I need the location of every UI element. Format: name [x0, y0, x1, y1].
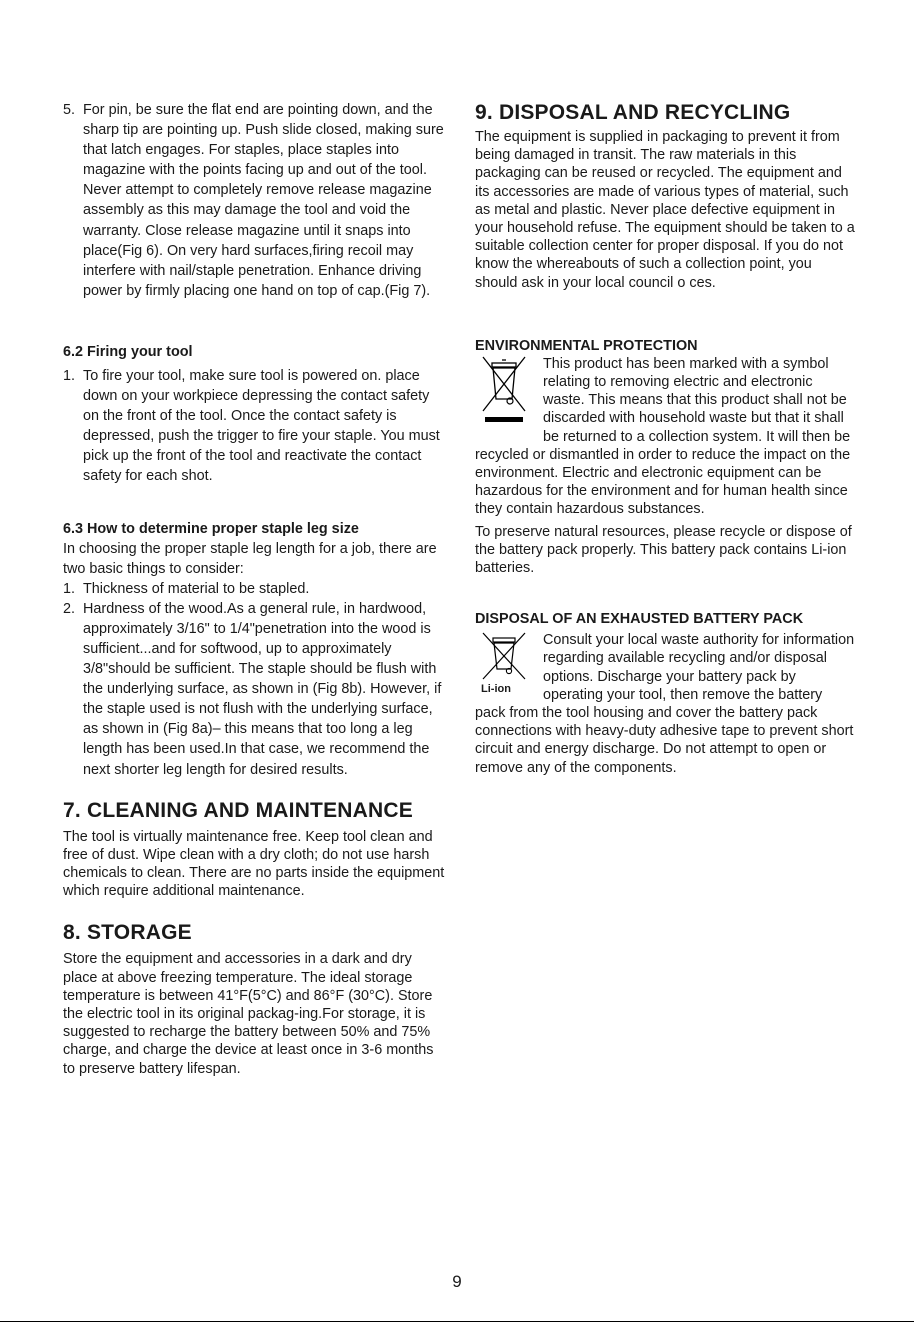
section-7-text: The tool is virtually maintenance free. Keep tool clean and free of dust. Wipe clean with a dry cloth; do not use harsh chemicals to clean. There are no parts inside the equipment which require additional maintenance. [63, 828, 445, 900]
env-protection-text: This product has been marked with a symbol relating to removing electric and electronic waste. This means that this product shall not be discarded with household waste but that it shall be returned to a collection system. It will then be recycled or dismantled in order to reduce the impact on the environment. Electric and electronic equipment can be hazardous for the environment and for human health since they contain hazardous substances. [475, 355, 851, 518]
list-text: To fire your tool, make sure tool is powered on. place down on your workpiece depressing the contact safety on the front of the tool. Once the contact safety is depressed, push the trigger to fire your staple. You must pick up the front of the tool and reactivate the contact safety for each shot. [83, 367, 440, 485]
list-item-2 [63, 599, 445, 780]
battery-disposal-heading: DISPOSAL OF AN EXHAUSTED BATTERY PACK [475, 611, 804, 628]
list-number: 1. [63, 580, 76, 597]
section-8-text: Store the equipment and accessories in a dark and dry place at above freezing temperature. The ideal storage temperature is between 41°F(5°C) and 86°F (30°C). Store the electric tool in its original packag-ing.For storage, it is suggested to recharge the battery between 50% and 75% charge, and charge the device at least once in 3-6 months to preserve battery lifespan. [63, 951, 434, 1077]
battery-disposal-text: Consult your local waste authority for information regarding available recycling and/or disposal options. Discharge your battery pack by operating your tool, then remove the battery pack from the tool housing and cover the battery pack connections with heavy-duty adhesive tape to prevent short circuit and energy discharge. Do not attempt to open or remove any of the components. [475, 632, 855, 776]
crossed-out-bin-liion-icon [475, 631, 537, 701]
section-9-text: The equipment is supplied in packaging to prevent it from being damaged in transit. The raw materials in this packaging can be reused or recycled. The equipment and its accessories are made of various types of material, such as metal and plastic. Never place defective equipment in your household refuse. The equipment should be taken to a suitable collection center for proper disposal. If you do not know the whereabouts of such a collection point, you should ask in your local council o ces. [475, 129, 855, 291]
list-item-5 [63, 100, 445, 301]
page-number: 9 [452, 1272, 462, 1291]
right-column [475, 100, 855, 777]
section-heading-7: 7. CLEANING AND MAINTENANCE [63, 798, 413, 822]
list-number: 2. [63, 600, 76, 617]
env-protection-heading: ENVIRONMENTAL PROTECTION [475, 337, 698, 354]
section-heading-6-2: 6.2 Firing your tool [63, 343, 193, 360]
left-column [63, 100, 445, 1078]
section-intro: In choosing the proper staple leg length for a job, there are two basic things to consider: [63, 540, 437, 577]
env-protection-text-2: To preserve natural resources, please recycle or dispose of the battery pack properly. This battery pack contains Li-ion batteries. [475, 523, 852, 577]
list-number: 1. [63, 367, 76, 384]
list-number: 5. [63, 102, 76, 118]
liion-label: Li-ion [481, 683, 511, 696]
env-protection-block [475, 355, 855, 577]
bottom-divider [0, 1321, 914, 1322]
battery-disposal-block [475, 631, 855, 777]
list-text: Hardness of the wood.As a general rule, in hardwood, approximately 3/16" to 1/4"penetration into the wood is sufficient...and for softwood, up to approximately 3/8"should be sufficient. The staple should be flush with the underlying surface, as shown in (Fig 8b). However, if the staple used is not flush with the underlying surface, as shown in (Fig 8a)– this means that too long a leg length has been used.In that case, we recommend the next shorter leg length for desired results. [83, 600, 442, 778]
list-text: Thickness of material to be stapled. [83, 580, 310, 597]
section-heading-9: 9. DISPOSAL AND RECYCLING [475, 101, 791, 124]
section-heading-8: 8. STORAGE [63, 921, 192, 945]
list-item-1 [63, 366, 445, 487]
section-heading-6-3: 6.3 How to determine proper staple leg size [63, 520, 359, 537]
crossed-out-wheelie-bin-icon [475, 355, 537, 433]
list-item-1 [63, 579, 445, 599]
list-text: For pin, be sure the flat end are pointing down, and the sharp tip are pointing up. Push slide closed, making sure that latch engages. For staples, place staples into magazine with the points facing up and out of the tool. Never attempt to completely remove release magazine assembly as this may damage the tool and void the warranty. Close release magazine until it snaps into place(Fig 6). On very hard surfaces,firing recoil may interfere with nail/staple penetration. Enhance driving power by firmly placing one hand on top of cap.(Fig 7). [83, 102, 444, 299]
